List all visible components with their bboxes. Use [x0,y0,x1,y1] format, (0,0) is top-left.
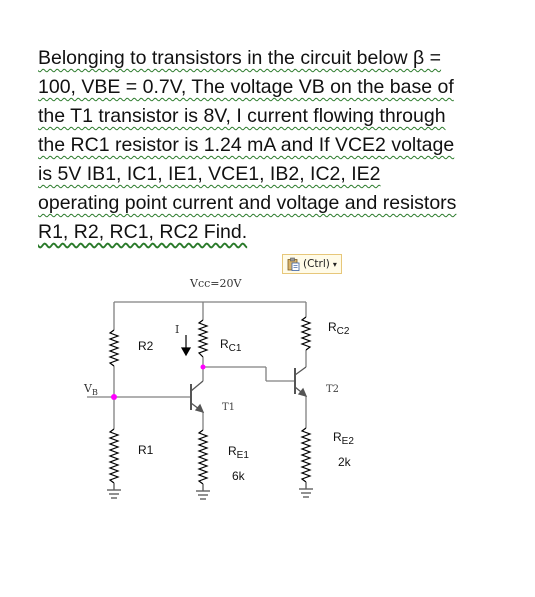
transistor-t2 [295,367,306,396]
problem-line-2: 100, VBE = 0.7V, The voltage VB on the base of [38,76,454,98]
resistor-rc2 [302,317,310,350]
vb-label: $V_B$ [84,382,98,397]
current-label: I [175,323,180,336]
rc2-label: $R_{C2}$ [328,320,350,337]
node-vb [111,394,117,400]
problem-line-1: Belonging to transistors in the circuit below β = [38,47,442,69]
resistor-r1 [110,429,118,483]
ground-icon-re1 [196,484,210,499]
transistor-t1 [191,381,203,412]
r2-label: R2 [138,339,154,353]
problem-line-4: the RC1 resistor is 1.24 mA and If VCE2 voltage [38,134,455,156]
node-collector-t1 [201,365,206,370]
problem-line-7: R1, R2, RC1, RC2 Find. [38,221,248,243]
t2-label: T2 [326,384,340,395]
re2-label: $R_{E2}$ [333,430,354,447]
r1-label: R1 [138,443,154,457]
resistor-re1 [199,430,207,484]
problem-line-5: is 5V IB1, IC1, IE1, VCE1, IB2, IC2, IE2 [38,163,381,185]
rc1-label: $R_{C1}$ [220,337,242,354]
ground-icon-r1 [107,483,121,498]
t1-label: T1 [222,402,236,413]
resistor-rc1 [199,320,207,357]
vcc-label: Vcc=20V [190,277,242,290]
re2-value: 2k [338,455,351,469]
ground-icon-re2 [299,482,313,497]
problem-line-6: operating point current and voltage and resistors [38,192,457,214]
paste-options-label: (Ctrl) [303,258,330,270]
re1-value: 6k [232,469,245,483]
resistor-re2 [302,428,310,482]
problem-line-3: the T1 transistor is 8V, I current flowing through [38,105,446,127]
re1-label: $R_{E1}$ [228,444,249,461]
resistor-r2 [110,330,118,366]
chevron-down-icon: ▾ [332,259,337,269]
current-arrow-icon [182,335,190,355]
